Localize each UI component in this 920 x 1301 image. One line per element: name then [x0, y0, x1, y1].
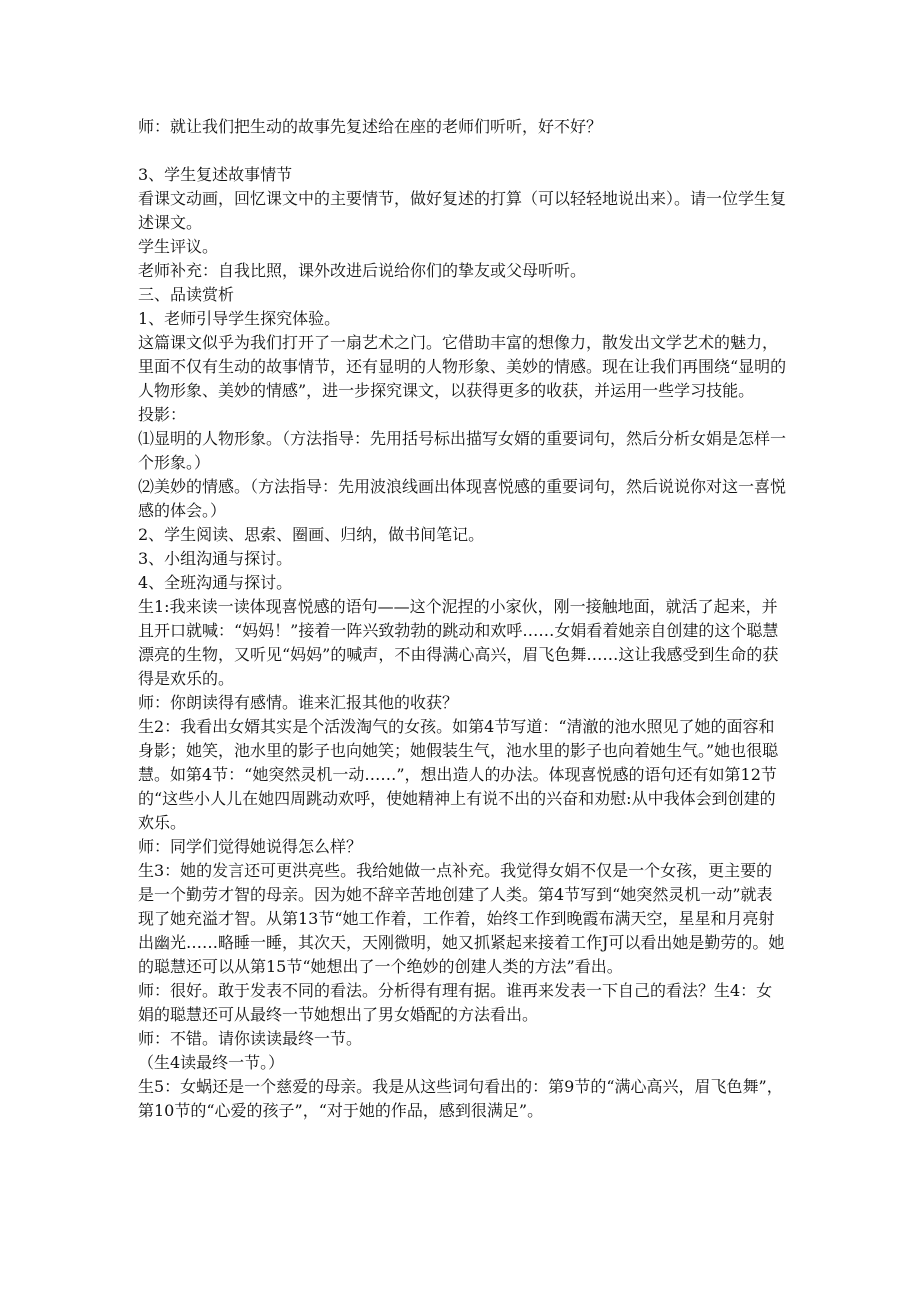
paragraph-class-discussion: 4、全班沟通与探讨。 — [138, 573, 293, 592]
heading-reading-appreciation: 三、品读赏析 — [138, 285, 235, 304]
paragraph-student-4-reads: （生4读最终一节。） — [138, 1053, 285, 1072]
heading-student-retell: 3、学生复述故事情节 — [138, 165, 293, 184]
paragraph-group-discussion: 3、小组沟通与探讨。 — [138, 549, 293, 568]
paragraph-beautiful-emotion: ⑵美妙的情感。（方法指导：先用波浪线画出体现喜悦感的重要词句，然后说说你对这一喜悦感的体会。） — [138, 477, 787, 520]
paragraph-student-1: 生1:我来读一读体现喜悦感的语句——这个泥捏的小家伙，刚一接触地面，就活了起来，并且开口就喊：“妈妈！”接着一阵兴致勃勃的跳动和欢呼……女娟看着她亲自创建的这个聪慧漂亮的生物，又听见“妈妈”的喊声，不由得满心高兴，眉飞色舞……这让我感受到生命的获得是欢乐的。 — [138, 597, 779, 688]
paragraph-art-gate: 这篇课文似乎为我们打开了一扇艺术之门。它借助丰富的想像力，散发出文学艺术的魅力，里面不仅有生动的故事情节，还有显明的人物形象、美妙的情感。现在让我们再围绕“显明的人物形象、美妙的情感”，进一步探究课文，以获得更多的收获，并运用一些学习技能。 — [138, 333, 787, 400]
paragraph-student-5: 生5：女蜗还是一个慈爱的母亲。我是从这些词句看出的：第9节的“满心高兴，眉飞色舞”，第10节的“心爱的孩子”，“对于她的作品，感到很满足”。 — [138, 1077, 783, 1120]
paragraph-teacher-reply-3: 师：不错。请你读读最终一节。 — [138, 1029, 363, 1048]
spacer — [138, 139, 788, 163]
paragraph-teacher-reply-1: 师：你朗读得有感情。谁来汇报其他的收获？ — [138, 693, 459, 712]
paragraph-teacher-question: 师：同学们觉得她说得怎么样？ — [138, 837, 363, 856]
heading-teacher-guide: 1、老师引导学生探究体验。 — [138, 309, 341, 328]
paragraph-character-image: ⑴显明的人物形象。（方法指导：先用括号标出描写女婿的重要词句，然后分析女娟是怎样一个形象。） — [138, 429, 787, 472]
paragraph-student-3: 生3：她的发言还可更洪亮些。我给她做一点补充。我觉得女娟不仅是一个女孩，更主要的是一个勤劳才智的母亲。因为她不辞辛苦地创建了人类。第4节写到“她突然灵机一动”就表现了她充溢才智。从第13节“她工作着，工作着，始终工作到晚霞布满天空，星星和月亮射出幽光……略睡一睡，其次天，天刚微明，她又抓紧起来接着工作J可以看出她是勤劳的。她的聪慧还可以从第15节“她想出了一个绝妙的创建人类的方法”看出。 — [138, 861, 785, 976]
paragraph-watch-animation: 看课文动画，回忆课文中的主要情节，做好复述的打算（可以轻轻地说出来）。请一位学生复述课文。 — [138, 189, 787, 232]
paragraph-student-review: 学生评议。 — [138, 237, 219, 256]
document-body — [138, 115, 788, 1123]
paragraph-teacher-reply-2: 师：很好。敢于发表不同的看法。分析得有理有据。谁再来发表一下自己的看法？生4：女娟的聪慧还可从最终一节她想出了男女婚配的方法看出。 — [138, 981, 773, 1024]
paragraph-teacher-retell-prompt: 师：就让我们把生动的故事先复述给在座的老师们听听，好不好？ — [138, 117, 603, 136]
paragraph-student-reading: 2、学生阅读、思索、圈画、归纳，做书间笔记。 — [138, 525, 485, 544]
paragraph-teacher-supplement: 老师补充：自我比照，课外改进后说给你们的挚友或父母听听。 — [138, 261, 587, 280]
paragraph-student-2: 生2：我看出女婿其实是个活泼淘气的女孩。如第4节写道：“清澈的池水照见了她的面容和身影；她笑，池水里的影子也向她笑；她假装生气，池水里的影子也向着她生气。”她也很聪慧。如第4节：“她突然灵机一动……”，想出造人的办法。体现喜悦感的语句还有如第12节的“这些小人儿在她四周跳动欢呼，使她精神上有说不出的兴奋和劝慰:从中我体会到创建的欢乐。 — [138, 717, 779, 832]
paragraph-projection: 投影： — [138, 405, 187, 424]
